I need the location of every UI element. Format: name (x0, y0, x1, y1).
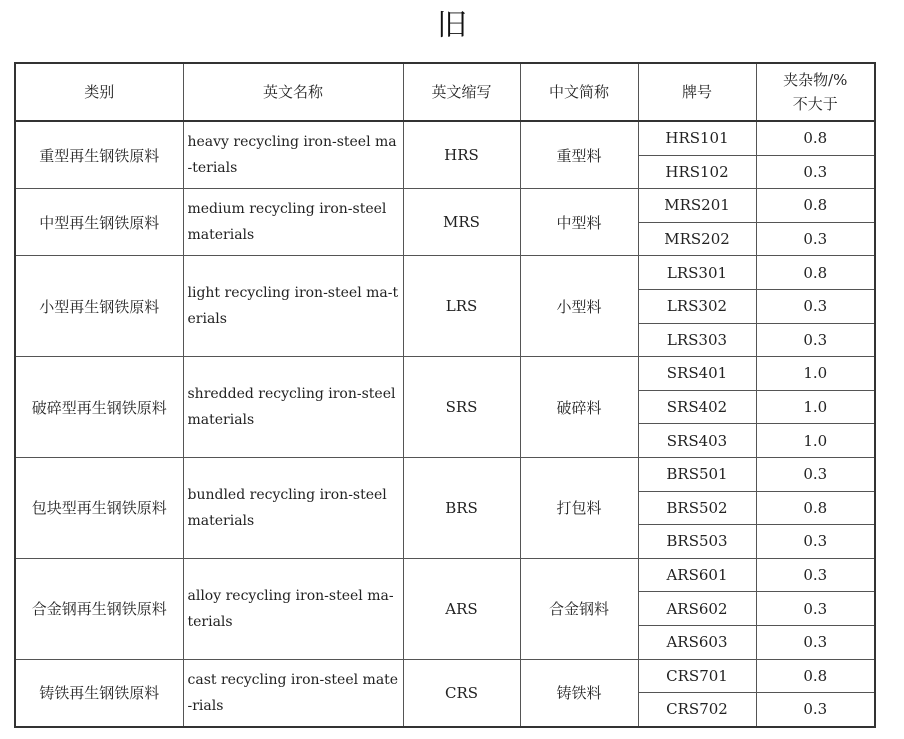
category-cell: 小型再生钢铁原料 (15, 256, 183, 357)
header-english-name: 英文名称 (183, 63, 403, 121)
table-row (15, 357, 875, 391)
table-row (15, 659, 875, 693)
impurity-cell: 0.3 (756, 558, 875, 592)
grade-cell: SRS401 (638, 357, 756, 391)
grade-cell: LRS301 (638, 256, 756, 290)
impurity-cell: 0.3 (756, 222, 875, 256)
category-cell: 破碎型再生钢铁原料 (15, 357, 183, 458)
grade-cell: MRS202 (638, 222, 756, 256)
impurity-cell: 0.3 (756, 625, 875, 659)
table-row (15, 121, 875, 155)
table-row (15, 189, 875, 223)
abbreviation-cell: CRS (403, 659, 520, 727)
grade-cell: HRS101 (638, 121, 756, 155)
category-cell: 中型再生钢铁原料 (15, 189, 183, 256)
grade-cell: CRS701 (638, 659, 756, 693)
english-name-cell: shredded recycling iron-steel materials (183, 357, 403, 458)
chinese-short-cell: 打包料 (520, 457, 638, 558)
category-cell: 重型再生钢铁原料 (15, 121, 183, 189)
english-name-cell: light recycling iron-steel ma-terials (183, 256, 403, 357)
english-name-cell: cast recycling iron-steel mate-rials (183, 659, 403, 727)
category-cell: 包块型再生钢铁原料 (15, 457, 183, 558)
header-impurity-line1: 夹杂物/% (783, 71, 848, 89)
page-heading: 旧 (437, 8, 467, 43)
header-chinese-short: 中文简称 (520, 63, 638, 121)
impurity-cell: 1.0 (756, 390, 875, 424)
chinese-short-cell: 合金钢料 (520, 558, 638, 659)
chinese-short-cell: 中型料 (520, 189, 638, 256)
grade-cell: HRS102 (638, 155, 756, 189)
header-abbreviation: 英文缩写 (403, 63, 520, 121)
grade-cell: MRS201 (638, 189, 756, 223)
grade-cell: BRS503 (638, 525, 756, 559)
impurity-cell: 0.3 (756, 592, 875, 626)
header-category: 类别 (15, 63, 183, 121)
english-name-cell: bundled recycling iron-steel materials (183, 457, 403, 558)
category-cell: 合金钢再生钢铁原料 (15, 558, 183, 659)
english-name-cell: alloy recycling iron-steel ma-terials (183, 558, 403, 659)
impurity-cell: 0.8 (756, 256, 875, 290)
abbreviation-cell: MRS (403, 189, 520, 256)
chinese-short-cell: 小型料 (520, 256, 638, 357)
chinese-short-cell: 破碎料 (520, 357, 638, 458)
table-header (15, 63, 875, 121)
impurity-cell: 0.8 (756, 659, 875, 693)
abbreviation-cell: ARS (403, 558, 520, 659)
impurity-cell: 0.3 (756, 693, 875, 727)
table-row (15, 457, 875, 491)
grade-cell: LRS303 (638, 323, 756, 357)
table-row (15, 256, 875, 290)
grade-cell: ARS603 (638, 625, 756, 659)
chinese-short-cell: 重型料 (520, 121, 638, 189)
grade-table (14, 62, 876, 728)
header-row (15, 63, 875, 121)
grade-cell: BRS502 (638, 491, 756, 525)
impurity-cell: 1.0 (756, 357, 875, 391)
impurity-cell: 0.3 (756, 323, 875, 357)
abbreviation-cell: BRS (403, 457, 520, 558)
table-row (15, 558, 875, 592)
header-grade: 牌号 (638, 63, 756, 121)
impurity-cell: 1.0 (756, 424, 875, 458)
impurity-cell: 0.3 (756, 155, 875, 189)
header-impurity (756, 63, 875, 121)
english-name-cell: medium recycling iron-steel materials (183, 189, 403, 256)
grade-cell: SRS403 (638, 424, 756, 458)
abbreviation-cell: LRS (403, 256, 520, 357)
grade-cell: ARS602 (638, 592, 756, 626)
table-body (15, 121, 875, 727)
impurity-cell: 0.8 (756, 491, 875, 525)
grade-cell: BRS501 (638, 457, 756, 491)
grade-cell: LRS302 (638, 289, 756, 323)
impurity-cell: 0.8 (756, 121, 875, 155)
header-impurity-line2: 不大于 (792, 95, 838, 113)
abbreviation-cell: HRS (403, 121, 520, 189)
grade-cell: CRS702 (638, 693, 756, 727)
impurity-cell: 0.3 (756, 457, 875, 491)
category-cell: 铸铁再生钢铁原料 (15, 659, 183, 727)
impurity-cell: 0.3 (756, 525, 875, 559)
grade-cell: SRS402 (638, 390, 756, 424)
english-name-cell: heavy recycling iron-steel ma-terials (183, 121, 403, 189)
abbreviation-cell: SRS (403, 357, 520, 458)
impurity-cell: 0.3 (756, 289, 875, 323)
impurity-cell: 0.8 (756, 189, 875, 223)
grade-cell: ARS601 (638, 558, 756, 592)
chinese-short-cell: 铸铁料 (520, 659, 638, 727)
